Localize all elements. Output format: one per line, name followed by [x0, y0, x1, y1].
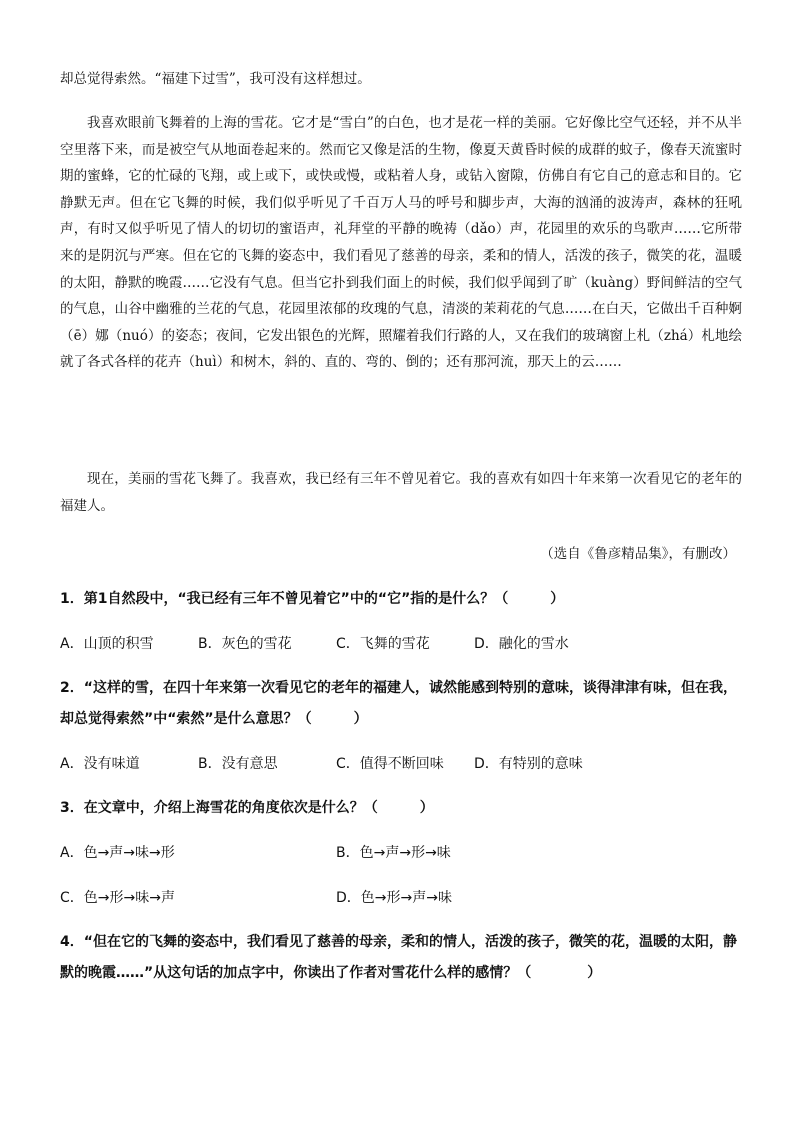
passage-paragraph-2: 现在，美丽的雪花飞舞了。我喜欢，我已经有三年不曾见着它。我的喜欢有如四十年来第一次看见它的老年的福建人。	[60, 471, 742, 514]
question-1-option-a[interactable]: A．山顶的积雪	[60, 636, 154, 652]
question-3-option-d[interactable]: D．色→形→声→味	[336, 890, 452, 906]
question-1-stem: 1．第1自然段中，“我已经有三年不曾见着它”中的“它”指的是什么？（ ）	[60, 591, 565, 607]
question-3-option-a[interactable]: A．色→声→味→形	[60, 845, 175, 861]
question-2-stem: 2．“这样的雪，在四十年来第一次看见它的老年的福建人，诚然能感到特别的意味，谈得津津有味，但在我，却总觉得索然”中“索然”是什么意思？（ ）	[60, 680, 737, 727]
passage-source: （选自《鲁彦精品集》，有删改）	[540, 546, 736, 562]
question-2-option-a[interactable]: A．没有味道	[60, 756, 140, 772]
question-4-stem: 4．“但在它的飞舞的姿态中，我们看见了慈善的母亲，柔和的情人，活泼的孩子，微笑的花，温暖的太阳，静默的晚霞……”从这句话的加点字中，你读出了作者对雪花什么样的感情？（ ）	[60, 934, 737, 981]
question-3-stem: 3．在文章中，介绍上海雪花的角度依次是什么？（ ）	[60, 800, 434, 816]
question-3-option-b[interactable]: B．色→声→形→味	[336, 845, 451, 861]
question-1-option-c[interactable]: C．飞舞的雪花	[336, 636, 430, 652]
question-1-option-d[interactable]: D．融化的雪水	[474, 636, 569, 652]
question-2-option-d[interactable]: D．有特别的意味	[474, 756, 583, 772]
question-3-option-c[interactable]: C．色→形→味→声	[60, 890, 175, 906]
question-1-option-b[interactable]: B．灰色的雪花	[198, 636, 292, 652]
question-2-option-b[interactable]: B．没有意思	[198, 756, 278, 772]
question-2-option-c[interactable]: C．值得不断回味	[336, 756, 444, 772]
passage-paragraph-1: 我喜欢眼前飞舞着的上海的雪花。它才是“雪白”的白色，也才是花一样的美丽。它好像比空气还轻，并不从半空里落下来，而是被空气从地面卷起来的。然而它又像是活的生物，像夏天黄昏时候的成群的蚊子，像春天流蜜时期的蜜蜂，它的忙碌的飞翔，或上或下，或快或慢，或粘着人身，或钻入窗隙，仿佛自有它自己的意志和目的。它静默无声。但在它飞舞的时候，我们似乎听见了千百万人马的呼号和脚步声，大海的汹涌的波涛声，森林的狂吼声，有时又似乎听见了情人的切切的蜜语声，礼拜堂的平静的晚祷（dǎo）声，花园里的欢乐的鸟歌声……它所带来的是阴沉与严寒。但在它的飞舞的姿态中，我们看见了慈善的母亲，柔和的情人，活泼的孩子，微笑的花，温暖的太阳，静默的晚霞……它没有气息。但当它扑到我们面上的时候，我们似乎闻到了旷（kuàng）野间鲜洁的空气的气息，山谷中幽雅的兰花的气息，花园里浓郁的玫瑰的气息，清淡的茉莉花的气息……在白天，它做出千百种婀（ē）娜（nuó）的姿态；夜间，它发出银色的光辉，照耀着我们行路的人，又在我们的玻璃窗上札（zhá）札地绘就了各式各样的花卉（huì）和树木，斜的、直的、弯的、倒的；还有那河流，那天上的云……	[60, 115, 742, 371]
passage-paragraph-0: 却总觉得索然。“福建下过雪”，我可没有这样想过。	[60, 71, 371, 87]
